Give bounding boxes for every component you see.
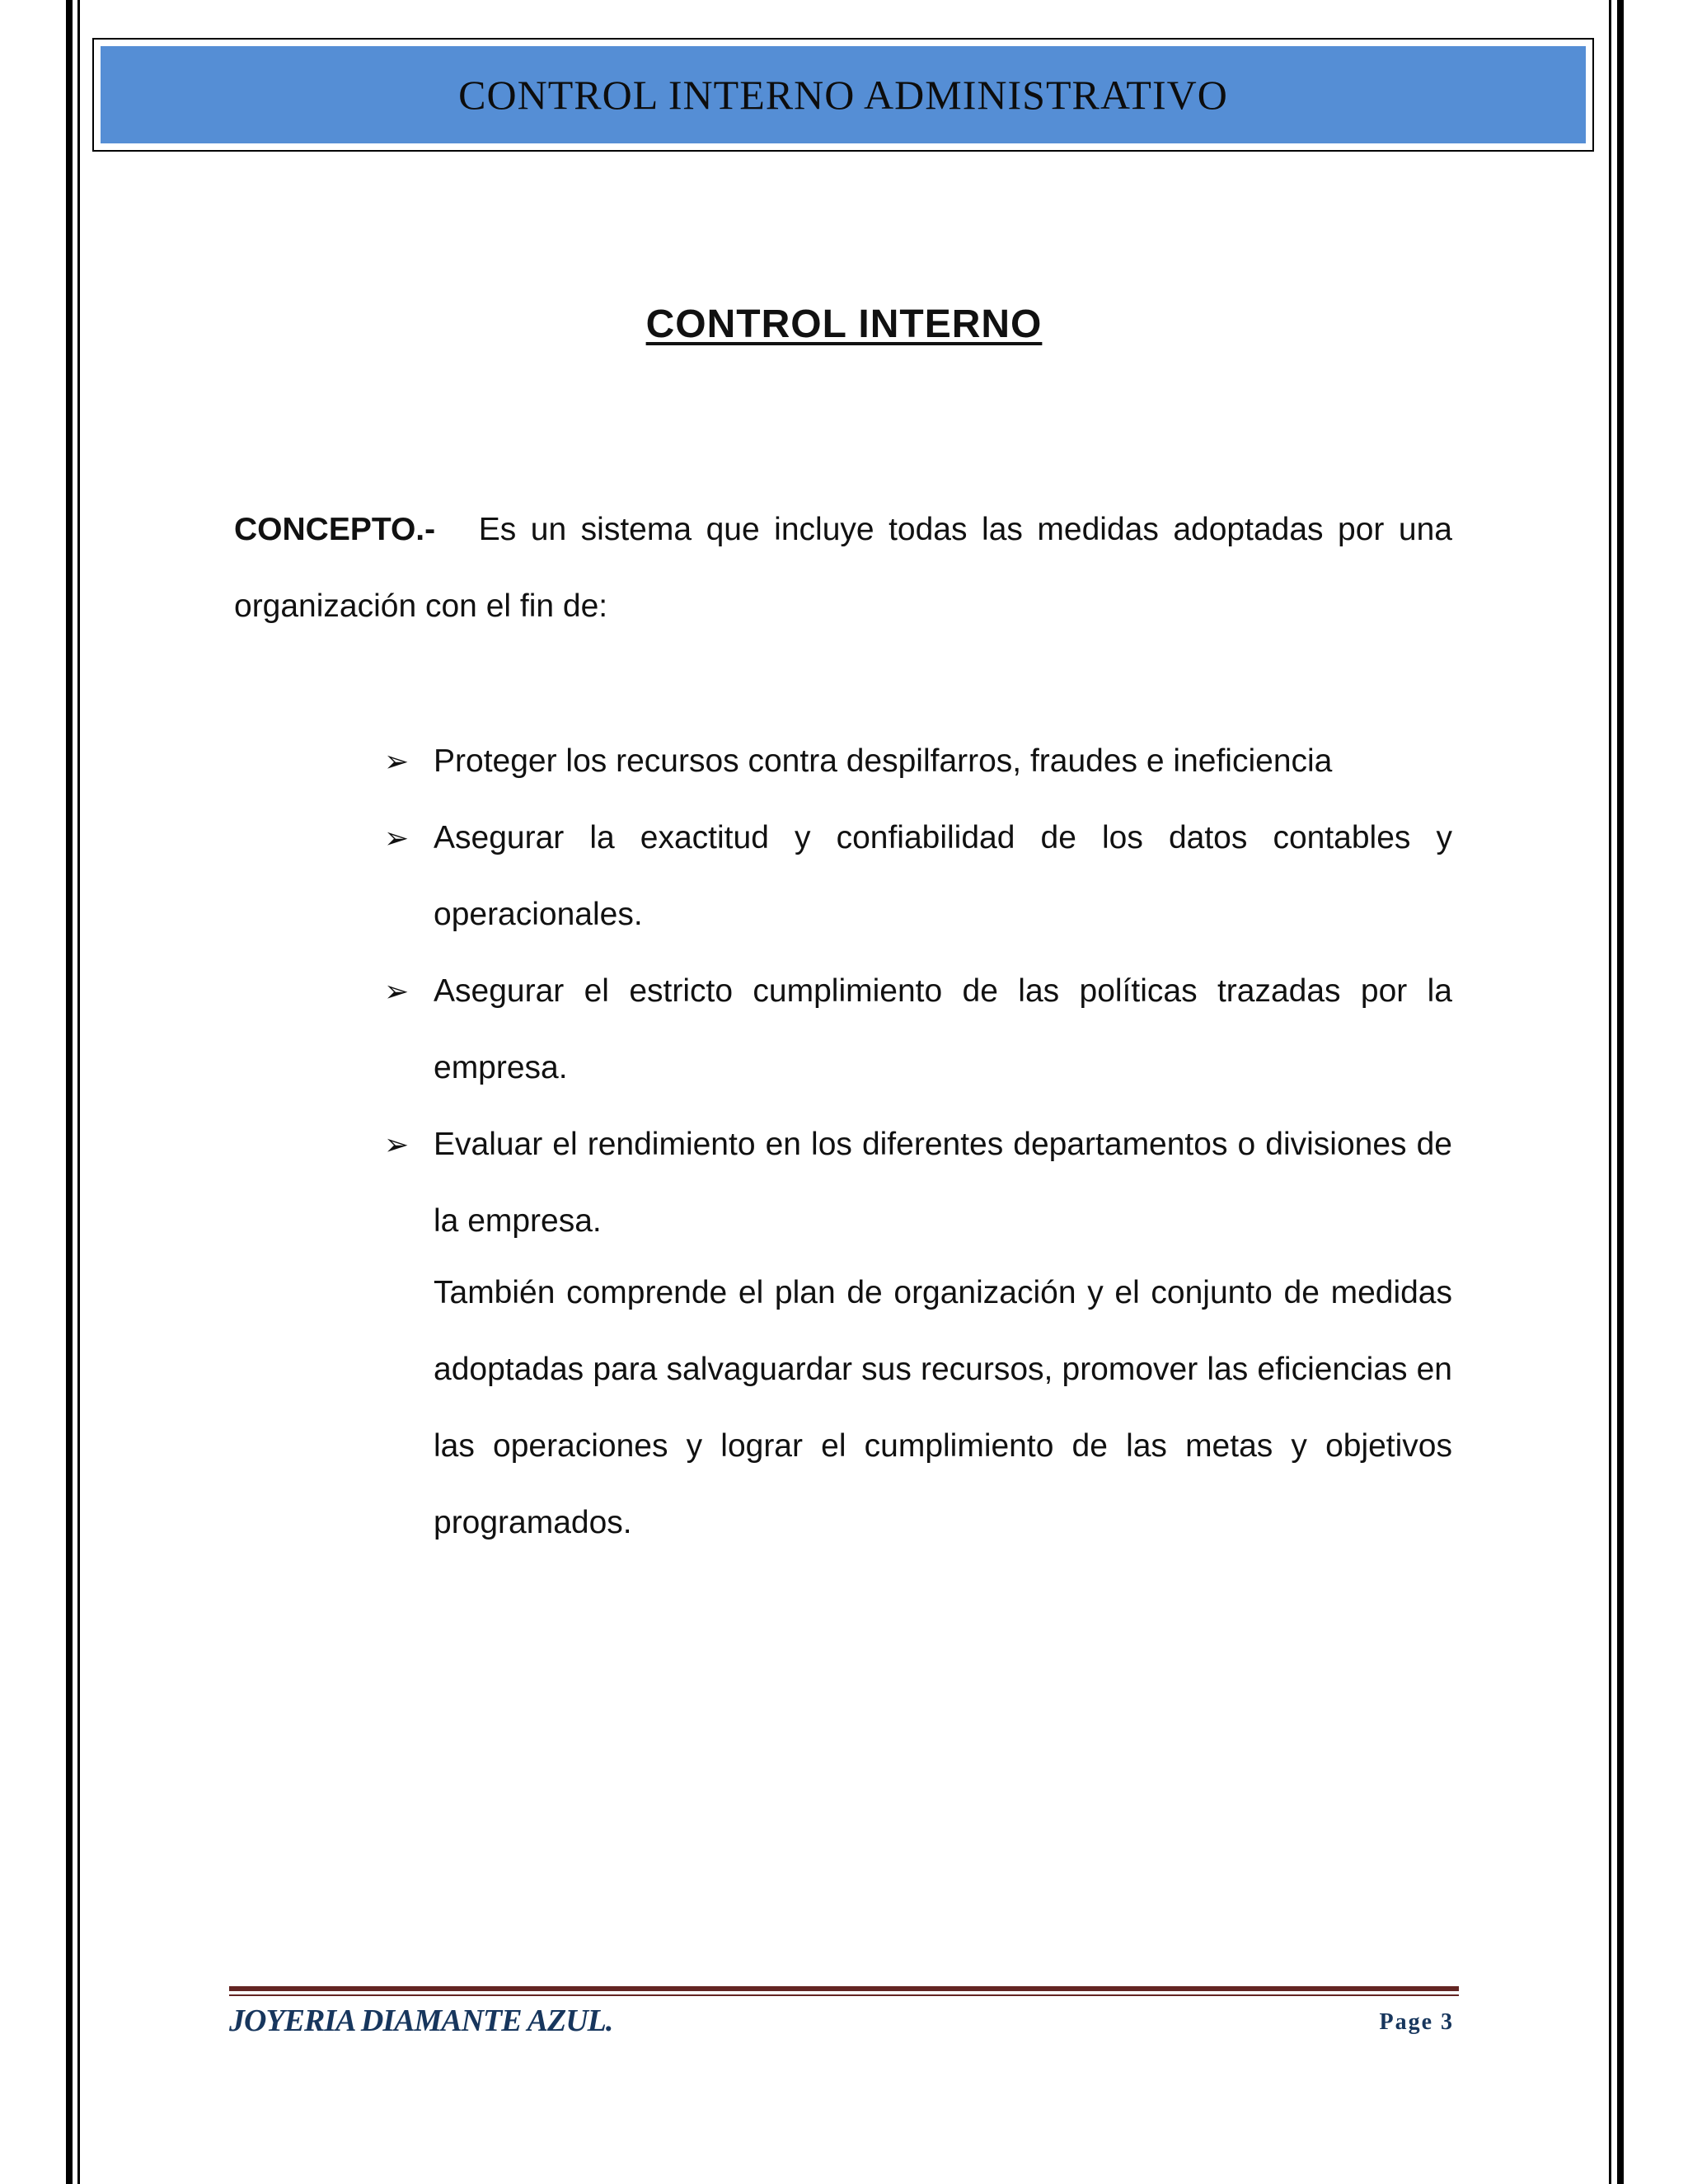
- list-item-text: Evaluar el rendimiento en los diferentes departamentos o divisiones de la empresa.: [434, 1127, 1452, 1239]
- arrow-bullet-icon: ➢: [384, 974, 410, 1008]
- arrow-bullet-icon: ➢: [384, 1127, 410, 1161]
- additional-paragraph: También comprende el plan de organización y el conjunto de medidas adoptadas para salvaguardar sus recursos, promover las eficiencias en las operaciones y lograr el cumplimiento de las metas y objetivos programados.: [434, 1275, 1452, 1540]
- list-item: [384, 799, 1452, 953]
- arrow-bullet-icon: ➢: [384, 744, 410, 778]
- list-item: [384, 1106, 1452, 1259]
- objectives-list: [384, 723, 1452, 1259]
- section-title: CONTROL INTERNO: [645, 302, 1043, 346]
- arrow-bullet-icon: ➢: [384, 821, 410, 855]
- list-item: [384, 953, 1452, 1106]
- header-title: CONTROL INTERNO ADMINISTRATIVO: [458, 72, 1228, 118]
- list-item-text: Asegurar la exactitud y confiabilidad de los datos contables y operacionales.: [434, 820, 1452, 932]
- concept-label: CONCEPTO.-: [234, 512, 436, 547]
- header-band: [101, 46, 1586, 143]
- list-item-text: Asegurar el estricto cumplimiento de las políticas trazadas por la empresa.: [434, 973, 1452, 1085]
- concept-text: Es un sistema que incluye todas las medidas adoptadas por una organización con el fin de:: [234, 512, 1453, 624]
- page-header: [92, 38, 1594, 152]
- concept-paragraph: [234, 491, 1452, 644]
- list-item: [384, 723, 1452, 799]
- footer-page-number: Page 3: [1379, 2009, 1454, 2035]
- list-item-text: Proteger los recursos contra despilfarros, fraudes e ineficiencia: [434, 743, 1333, 779]
- footer-rule: [229, 1986, 1459, 1991]
- footer-rule-thin: [229, 1994, 1459, 1996]
- footer-company-name: JOYERIA DIAMANTE AZUL.: [229, 2004, 613, 2038]
